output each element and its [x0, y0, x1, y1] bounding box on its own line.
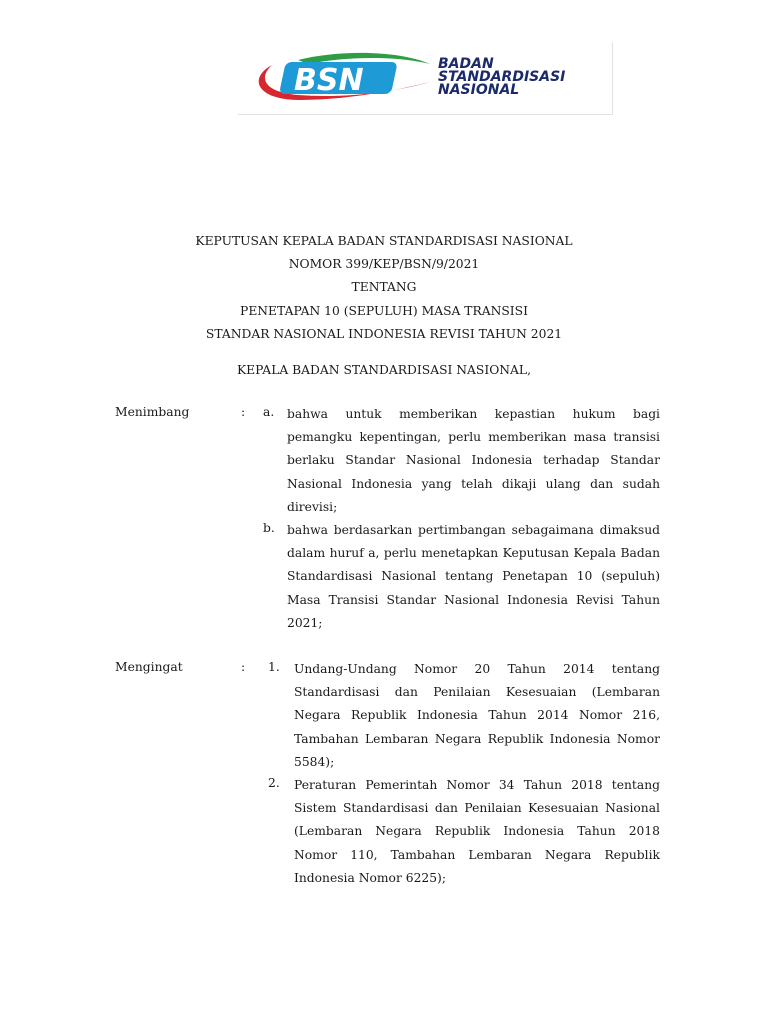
logo-line-3: NASIONAL: [438, 82, 520, 98]
menimbang-label: Menimbang: [115, 405, 190, 419]
mengingat-colon: :: [241, 660, 246, 674]
mengingat-label: Mengingat: [115, 660, 183, 674]
kepala-heading: KEPALA BADAN STANDARDISASI NASIONAL,: [237, 363, 531, 377]
logo-acronym: BSN: [294, 63, 364, 98]
menimbang-colon: :: [241, 405, 246, 419]
menimbang-marker-a: a.: [263, 405, 275, 419]
mengingat-marker-2: 2.: [268, 776, 280, 790]
title-line-2: NOMOR 399/KEP/BSN/9/2021: [288, 257, 480, 272]
logo-wordmark: [438, 58, 565, 97]
mengingat-item-2: Peraturan Pemerintah Nomor 34 Tahun 2018 tentang Sistem Standardisasi dan Penilaian Kesesuaian Nasional (Lembaran Negara Republik Indonesia Tahun 2018 Nomor 110, Tambahan Lembaran Negara Republik Indonesia Nomor 6225);: [294, 778, 660, 885]
mengingat-item-1: Undang-Undang Nomor 20 Tahun 2014 tentang Standardisasi dan Penilaian Kesesuaian (Lembaran Negara Republik Indonesia Tahun 2014 Nomor 216, Tambahan Lembaran Negara Republik Indonesia Nomor 5584);: [294, 662, 660, 769]
menimbang-marker-b: b.: [263, 521, 275, 535]
title-line-1: KEPUTUSAN KEPALA BADAN STANDARDISASI NASIONAL: [195, 234, 573, 248]
bsn-logo: [238, 42, 613, 115]
title-line-3: TENTANG: [351, 280, 417, 295]
bsn-emblem-icon: [238, 42, 438, 114]
title-line-4: PENETAPAN 10 (SEPULUH) MASA TRANSISI: [240, 303, 528, 318]
logo-line-2: STANDARDISASI: [438, 69, 566, 85]
logo-line-1: BADAN: [438, 56, 494, 72]
menimbang-item-b: bahwa berdasarkan pertimbangan sebagaimana dimaksud dalam huruf a, perlu menetapkan Keputusan Kepala Badan Standardisasi Nasional tentang Penetapan 10 (sepuluh) Masa Transisi Standar Nasional Indonesia Revisi Tahun 2021;: [287, 523, 660, 630]
menimbang-item-a: bahwa untuk memberikan kepastian hukum bagi pemangku kepentingan, perlu memberikan masa transisi berlaku Standar Nasional Indonesia terhadap Standar Nasional Indonesia yang telah dikaji ulang dan sudah direvisi;: [287, 407, 660, 514]
document-title: [0, 231, 768, 347]
mengingat-marker-1: 1.: [268, 660, 280, 674]
title-line-5: STANDAR NASIONAL INDONESIA REVISI TAHUN 2021: [205, 326, 563, 341]
